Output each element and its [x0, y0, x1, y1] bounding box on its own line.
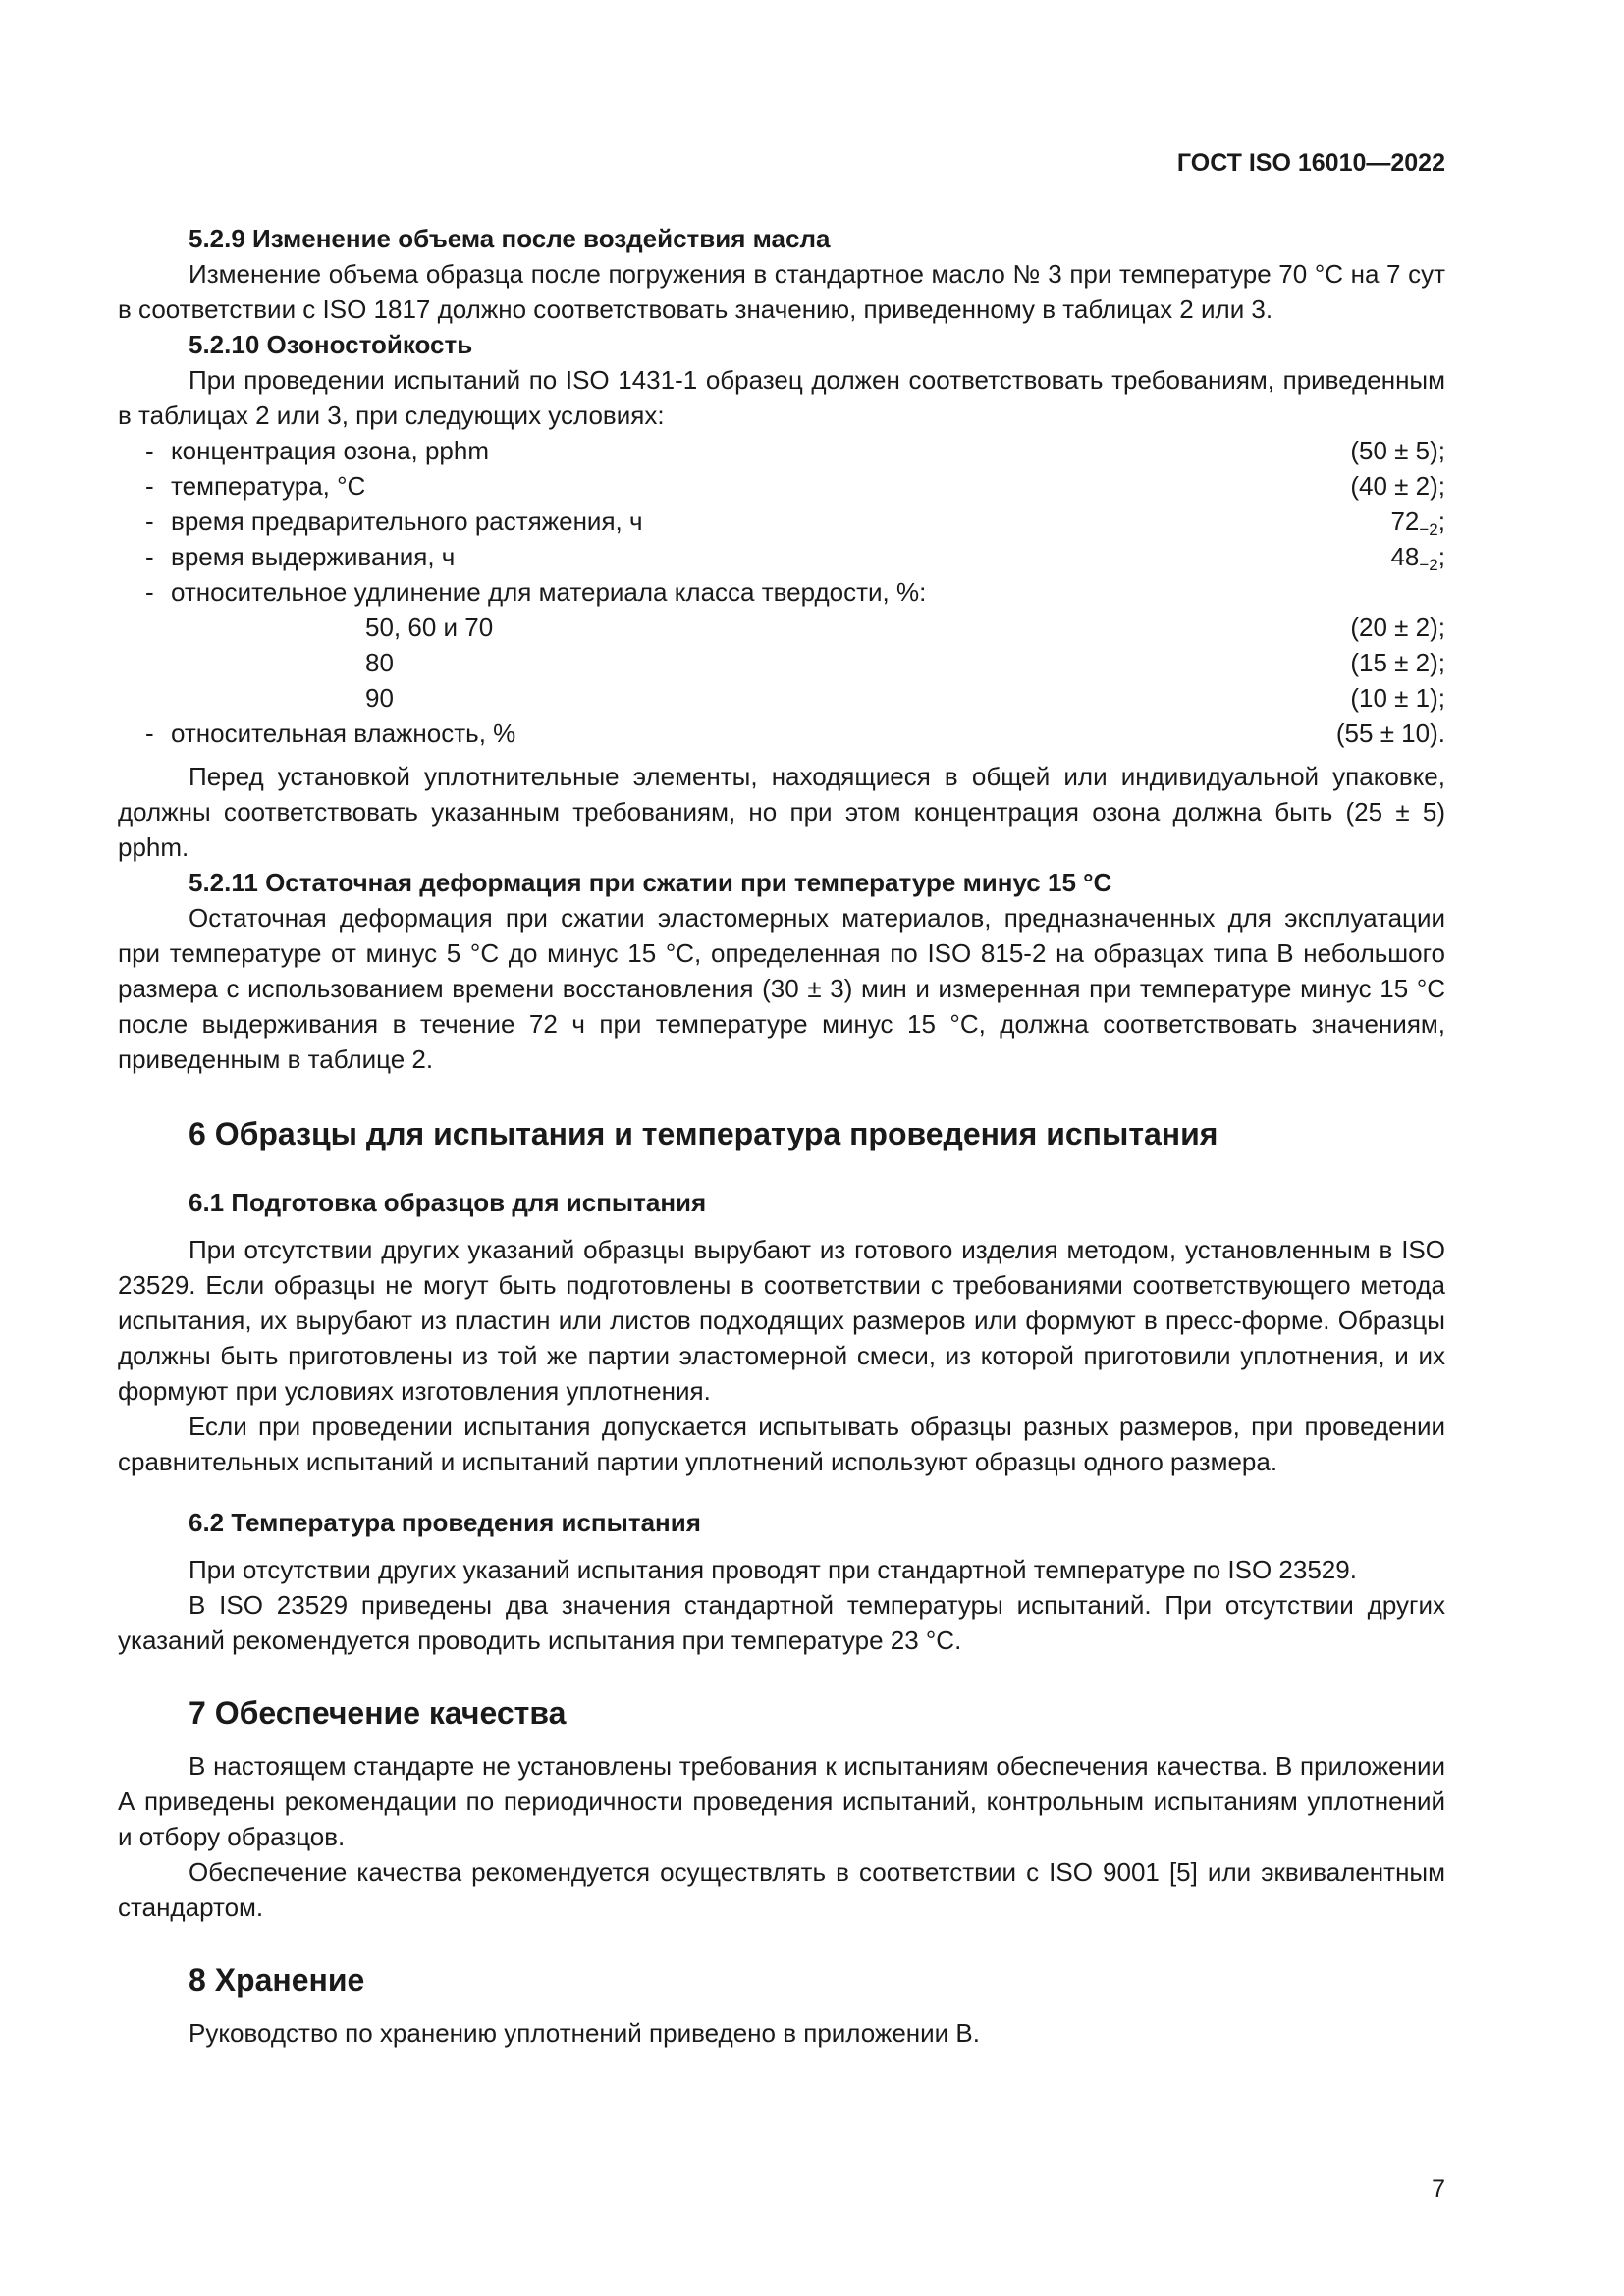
section-6-1-title: 6.1 Подготовка образцов для испытания — [189, 1188, 707, 1217]
list-item-label: относительное удлинение для материала класса твердости, %: — [171, 577, 927, 607]
list-item-label: температура, °С — [171, 471, 366, 501]
list-subitem — [118, 645, 1445, 680]
list-item-value: (55 ± 10). — [1335, 719, 1445, 748]
list-item — [118, 574, 1445, 610]
list-item-value: $72_{-2}$; — [1390, 507, 1445, 539]
section-7-para-2: Обеспечение качества рекомендуется осуществлять в соответствии с ISO 9001 [5] или эквивалентным стандартом. — [118, 1857, 1445, 1922]
page-number: 7 — [1432, 2175, 1445, 2203]
document-header: ГОСТ ISO 16010—2022 — [1176, 149, 1445, 177]
document-body — [118, 221, 1445, 2051]
section-8-title: 8 Хранение — [189, 1962, 365, 1998]
list-dash: - — [145, 507, 154, 536]
list-subitem — [118, 680, 1445, 716]
list-item-label: концентрация озона, pphm — [171, 436, 490, 465]
section-6-title: 6 Образцы для испытания и температура проведения испытания — [189, 1116, 1218, 1151]
list-item-value: $48_{-2}$; — [1390, 542, 1445, 574]
list-item-value: (40 ± 2); — [1350, 471, 1445, 501]
list-dash: - — [145, 577, 154, 607]
section-7-title: 7 Обеспечение качества — [189, 1695, 567, 1731]
list-dash: - — [145, 542, 154, 571]
list-subitem-label: 50, 60 и 70 — [365, 613, 494, 642]
clause-5-2-10-intro: При проведении испытаний по ISO 1431-1 образец должен соответствовать требованиям, приведенным в таблицах 2 или 3, при следующих условиях: — [118, 365, 1445, 430]
clause-5-2-11-text: Остаточная деформация при сжатии эластомерных материалов, предназначенных для эксплуатации при температуре от минус 5 °С до минус 15 °С, определенная по ISO 815-2 на образцах типа В небольшого размера с использованием времени восстановления (30 ± 3) мин и измеренная при температуре минус 15 °С после выдерживания в течение 72 ч при температуре минус 15 °С, должна соответствовать значениям, приведенным в таблице 2. — [118, 903, 1445, 1074]
list-dash: - — [145, 436, 154, 465]
section-7-para-1: В настоящем стандарте не установлены требования к испытаниям обеспечения качества. В приложении А приведены рекомендации по периодичности проведения испытаний, контрольным испытаниям уплотнений и отбору образцов. — [118, 1751, 1445, 1851]
section-6-2-para-1: При отсутствии других указаний испытания проводят при стандартной температуре по ISO 23529. — [189, 1555, 1357, 1584]
list-item — [118, 433, 1445, 468]
list-item — [118, 504, 1445, 539]
section-6-1-para-1: При отсутствии других указаний образцы вырубают из готового изделия методом, установленным в ISO 23529. Если образцы не могут быть подготовлены в соответствии с требованиями соответствующего метода испытания, их вырубают из пластин или листов подходящих размеров или формуют в пресс-форме. Образцы должны быть приготовлены из той же партии эластомерной смеси, из которой приготовили уплотнения, и их формуют при условиях изготовления уплотнения. — [118, 1235, 1445, 1406]
list-item-label: время предварительного растяжения, ч — [171, 507, 643, 536]
section-8-para-1: Руководство по хранению уплотнений приведено в приложении В. — [189, 2018, 980, 2048]
list-item-label: относительная влажность, % — [171, 719, 516, 748]
list-subitem-label: 90 — [365, 683, 394, 713]
list-item — [118, 539, 1445, 574]
list-dash: - — [145, 471, 154, 501]
list-item — [118, 468, 1445, 504]
section-6-2-title: 6.2 Температура проведения испытания — [189, 1508, 701, 1537]
clause-5-2-9-title: 5.2.9 Изменение объема после воздействия масла — [189, 224, 831, 253]
list-dash: - — [145, 719, 154, 748]
list-item-value: (50 ± 5); — [1350, 436, 1445, 465]
list-subitem-label: 80 — [365, 648, 394, 677]
list-item — [118, 716, 1445, 751]
section-6-1-para-2: Если при проведении испытания допускается испытывать образцы разных размеров, при проведении сравнительных испытаний и испытаний партии уплотнений используют образцы одного размера. — [118, 1412, 1445, 1476]
list-item-label: время выдерживания, ч — [171, 542, 456, 571]
ozone-conditions-list — [118, 433, 1445, 751]
list-subitem-value: (20 ± 2); — [1350, 613, 1445, 642]
list-subitem — [118, 610, 1445, 645]
section-6-2-para-2: В ISO 23529 приведены два значения стандартной температуры испытаний. При отсутствии других указаний рекомендуется проводить испытания при температуре 23 °С. — [118, 1590, 1445, 1655]
clause-5-2-9-text: Изменение объема образца после погружения в стандартное масло № 3 при температуре 70 °С на 7 сут в соответствии с ISO 1817 должно соответствовать значению, приведенному в таблицах 2 или 3. — [118, 259, 1445, 324]
list-subitem-value: (10 ± 1); — [1350, 683, 1445, 713]
clause-5-2-10-note: Перед установкой уплотнительные элементы, находящиеся в общей или индивидуальной упаковке, должны соответствовать указанным требованиям, но при этом концентрация озона должна быть (25 ± 5) pphm. — [118, 762, 1445, 862]
clause-5-2-11-title: 5.2.11 Остаточная деформация при сжатии при температуре минус 15 °С — [189, 868, 1112, 897]
list-subitem-value: (15 ± 2); — [1350, 648, 1445, 677]
clause-5-2-10-title: 5.2.10 Озоностойкость — [189, 330, 473, 359]
